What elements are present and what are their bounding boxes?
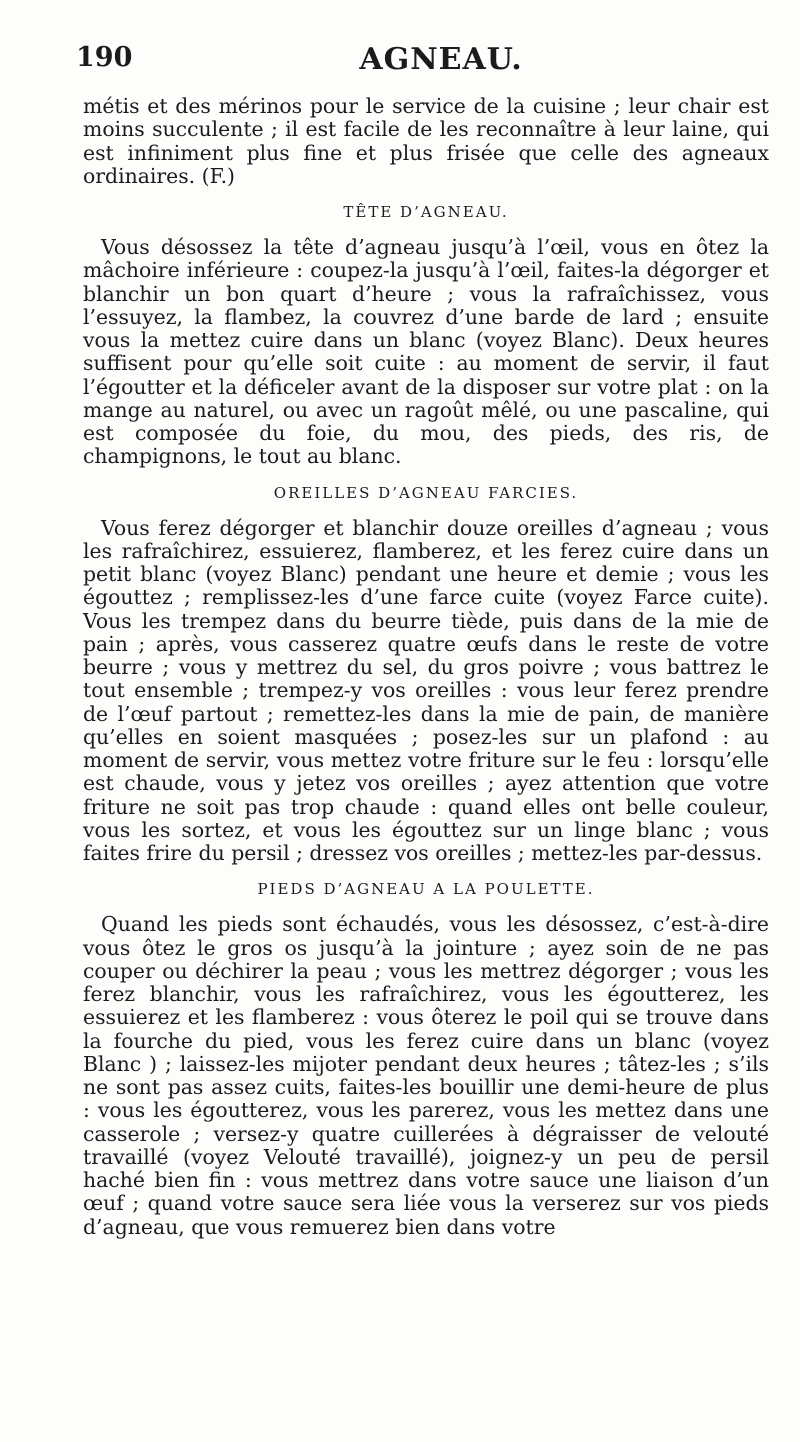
intro-paragraph: métis et des mérinos pour le service de la cuisine ; leur chair est moins succulente ; il est facile de les reconnaître à leur laine, qui est infiniment plus fine et plus frisée que celle des agneaux ordinaires. (F.) (83, 94, 769, 188)
page-number: 190 (76, 42, 133, 73)
section-heading-oreilles: OREILLES D’AGNEAU FARCIES. (273, 483, 579, 502)
section-heading-tete: TÊTE D’AGNEAU. (343, 203, 509, 221)
section-heading-pieds: PIEDS D’AGNEAU A LA POULETTE. (257, 880, 595, 899)
section-paragraph-tete: Vous désossez la tête d’agneau jusqu’à l’œil, vous en ôtez la mâchoire inférieure : coupez-la jusqu’à l’œil, faites-la dégorger et blanchir un bon quart d’heure ; vous la rafraîchissez, vous l’essuyez, la flambez, la couvrez d’une barde de lard ; ensuite vous la mettez cuire dans un blanc (voyez Blanc). Deux heures suffisent pour qu’elle soit cuite : au moment de servir, il faut l’égoutter et la déficeler avant de la disposer sur votre plat : on la mange au naturel, ou avec un ragoût mêlé, ou une pascaline, qui est composée du foie, du mou, des pieds, des ris, de champignons, le tout au blanc. (83, 235, 769, 469)
section-paragraph-oreilles: Vous ferez dégorger et blanchir douze oreilles d’agneau ; vous les rafraîchirez, essuierez, flamberez, et les ferez cuire dans un petit blanc (voyez Blanc) pendant une heure et demie ; vous les égouttez ; remplissez-les d’une farce cuite (voyez Farce cuite). Vous les trempez dans du beurre tiède, puis dans de la mie de pain ; après, vous casserez quatre œufs dans le reste de votre beurre ; vous y mettrez du sel, du gros poivre ; vous battrez le tout ensemble ; trempez-y vos oreilles : vous leur ferez prendre de l’œuf partout ; remettez-les dans la mie de pain, de manière qu’elles en soient masquées ; posez-les sur un plafond : au moment de servir, vous mettez votre friture sur le feu : lorsqu’elle est chaude, vous y jetez vos oreilles ; ayez attention que votre friture ne soit pas trop chaude : quand elles ont belle couleur, vous les sortez, et vous les égouttez sur un linge blanc ; vous faites frire du persil ; dressez vos oreilles ; mettez-les par-dessus. (83, 515, 769, 865)
running-head-title: AGNEAU. (359, 42, 523, 77)
running-head (76, 42, 766, 82)
section-paragraph-pieds: Quand les pieds sont échaudés, vous les désossez, c’est-à-dire vous ôtez le gros os jusqu’à la jointure ; ayez soin de ne pas couper ou déchirer la peau ; vous les mettrez dégorger ; vous les ferez blanchir, vous les rafraîchirez, vous les égoutterez, les essuierez et les flamberez : vous ôterez le poil qui se trouve dans la fourche du pied, vous les ferez cuire dans un blanc (voyez Blanc ) ; laissez-les mijoter pendant deux heures ; tâtez-les ; s’ils ne sont pas assez cuits, faites-les bouillir une demi-heure de plus : vous les égoutterez, vous les parerez, vous les mettez dans une casserole ; versez-y quatre cuillerées à dégraisser de velouté travaillé (voyez Velouté travaillé), joignez-y un peu de persil haché bien fin : vous mettrez dans votre sauce une liaison d’un œuf ; quand votre sauce sera liée vous la verserez sur vos pieds d’agneau, que vous remuerez bien dans votre (83, 912, 769, 1239)
body-text (83, 95, 769, 1239)
